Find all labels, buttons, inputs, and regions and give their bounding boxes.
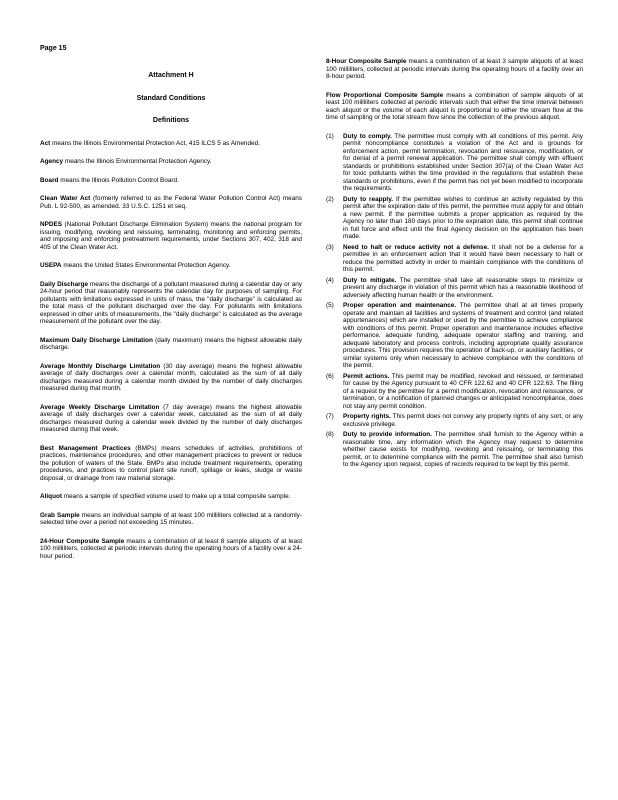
definition-term: Average Weekly Discharge Limitation xyxy=(40,403,160,411)
definition-paragraph xyxy=(326,58,583,81)
page-number: Page 15 xyxy=(40,45,67,52)
condition-text: The permittee shall at all times properly operate and maintain all facilities and systems of treatment and control (and related appurtenances) which are installed or used by the permittee to achieve compliance with conditions of this permit. Proper operation and maintenance includes effective performance, adequate funding, adequate operator staffing and training, and adequate laboratory and process controls, including appropriate quality assurance procedures. This provision requires the operation of back-up, or auxiliary facilities, or similar systems only when necessary to achieve compliance with the conditions of the permit. xyxy=(343,302,584,369)
definitions-heading: Definitions xyxy=(152,117,190,124)
definition-paragraph xyxy=(40,445,302,483)
condition-item xyxy=(326,133,583,193)
definition-term: Average Monthly Discharge Limitation xyxy=(40,362,161,370)
left-definitions-list xyxy=(40,140,302,561)
definition-paragraph xyxy=(40,363,302,393)
definition-text: means the Illinois Environmental Protection Agency. xyxy=(63,158,212,165)
condition-number: (6) xyxy=(326,372,334,380)
condition-text: This permit may be modified, revoked and reissued, or terminated for cause by the Agency pursuant to 40 CFR 122.62 and 40 CFR 122.63. The filing of a request by the permittee for a permit modification, revocation and reissuance, or termination, or a notification of planned changes or anticipated noncompliance, does not stay any permit condition. xyxy=(343,372,583,410)
condition-item xyxy=(326,413,583,428)
condition-number: (2) xyxy=(326,195,334,203)
condition-item xyxy=(326,431,583,469)
definition-text: means a combination of at least 8 sample aliquots of at least 100 milliliters, collected at periodic intervals during the operating hours of a facility over a 24-hour period. xyxy=(40,537,303,560)
condition-title: Duty to provide information. xyxy=(343,431,432,438)
condition-text: This permit does not convey any property rights of any sort, or any exclusive privilege. xyxy=(343,413,583,428)
condition-text: If the permittee wishes to continue an activity regulated by this permit after the expiration date of this permit, the permittee must apply for and obtain a new permit. If the permittee submits a proper application as required by the Agency no later than 180 days prior to the expiration date, this permit shall continue in full force and effect until the final Agency decision on the application has been made. xyxy=(343,195,583,240)
condition-text: The permittee shall take all reasonable steps to minimize or prevent any discharge in violation of this permit which has a reasonable likelihood of adversely affecting human health or the environment. xyxy=(343,276,584,299)
definition-text: means the discharge of a pollutant measured during a calendar day or any 24-hour period that reasonably represents the calendar day for purposes of sampling. For pollutants with limitations expressed in units of mass, the "daily discharge" is calculated as the total mass of the pollutant discharged over the day. For pollutants with limitations expressed in other units of measurements, the "daily discharge" is calculated as the average measurement of the pollutant over the day. xyxy=(40,280,302,325)
definition-paragraph xyxy=(40,512,302,527)
condition-text: The permittee shall furnish to the Agency within a reasonable time, any information which the Agency may request to determine whether cause exists for modifying, revoking and reissuing, or terminating this permit, or to determine compliance with the permit. The permittee shall also furnish to the Agency upon request, copies of records required to be kept by this permit. xyxy=(343,431,583,468)
definition-text: means the United States Environmental Protection Agency. xyxy=(61,262,231,269)
attachment-title: Attachment H xyxy=(148,72,194,79)
definition-paragraph xyxy=(326,92,583,122)
condition-item xyxy=(326,244,583,274)
definition-term: Best Management Practices xyxy=(40,444,131,452)
definition-term: Daily Discharge xyxy=(40,280,89,288)
definition-text: (30 day average) means the highest allowable average of daily discharges over a calendar month, calculated as the sum of all daily discharges measured during a calendar month divided by the number of daily discharges measured during that month. xyxy=(40,362,302,392)
definition-term: Flow Proportional Composite Sample xyxy=(326,91,444,99)
definition-paragraph xyxy=(40,177,302,185)
condition-number: (4) xyxy=(326,276,334,284)
definition-text: (BMPs) means schedules of activities, prohibitions of practices, maintenance procedures, and other management practices to prevent or reduce the pollution of waters of the State. BMPs also include treatment requirements, operating procedures, and practices to control plant site runoff, spillage or leaks, sludge or waste disposal, or drainage from raw material storage. xyxy=(40,444,302,482)
definition-text: means a sample of specified volume used to make up a total composite sample. xyxy=(62,493,291,500)
definition-paragraph xyxy=(40,158,302,166)
condition-item xyxy=(326,373,583,411)
definition-text: means the Illinois Pollution Control Board. xyxy=(58,176,179,184)
condition-title: Proper operation and maintenance. xyxy=(343,302,457,309)
definition-term: Agency xyxy=(40,158,64,165)
definition-term: NPDES xyxy=(40,221,63,228)
definition-text: (7 day average) means the highest allowable average of daily discharges over a calendar week, calculated as the sum of all daily discharges measured during a calendar week divided by the number of daily discharges measured during that week. xyxy=(40,403,302,433)
condition-text: The permittee must comply with all conditions of this permit. Any permit noncompliance constitutes a violation of the Act and is grounds for enforcement action, permit termination, revocation and reissuance, modification, or for denial of a permit renewal application. The permittee shall comply with effluent standards or prohibitions established under Section 307(a) of the Clean Water Act for toxic pollutants within the time provided in the regulations that establish these standards or prohibitions, even if the permit has not yet been modified to incorporate the requirements. xyxy=(343,132,583,192)
definition-term: Clean Water Act xyxy=(40,195,91,202)
condition-number: (7) xyxy=(326,413,334,420)
definition-text: means a combination of sample aliquots of at least 100 milliliters collected at periodic intervals such that either the time interval between each aliquot or the volume of each aliquot is proportional to either the stream flow at the time of sampling or the total stream flow since the collection of the previous aliquot. xyxy=(326,91,583,121)
definition-text: (daily maximum) means the highest allowable daily discharge. xyxy=(40,336,302,351)
condition-number: (3) xyxy=(326,243,334,251)
definition-term: 24-Hour Composite Sample xyxy=(40,537,125,545)
definition-paragraph xyxy=(40,493,302,501)
right-column xyxy=(326,58,583,472)
condition-number: (8) xyxy=(326,431,334,438)
definition-paragraph xyxy=(40,337,302,352)
definition-text: (formerly referred to as the Federal Water Pollution Control Act) means Pub. L 92-500, as amended. 33 U.S.C. 1251 et seq. xyxy=(40,195,302,210)
condition-number: (1) xyxy=(326,132,334,140)
right-definitions-list xyxy=(326,58,583,122)
condition-text: It shall not be a defense for a permittee in an enforcement action that it would have been necessary to halt or reduce the permitted activity in order to maintain compliance with the conditions of this permit. xyxy=(343,243,583,273)
definition-text: means the Illinois Environmental Protection Act, 415 ILCS 5 as Amended. xyxy=(50,139,260,147)
condition-item xyxy=(326,277,583,300)
standard-conditions-title: Standard Conditions xyxy=(136,94,206,102)
definition-term: Act xyxy=(40,139,51,147)
definition-paragraph xyxy=(40,221,302,251)
condition-title: Duty to reapply. xyxy=(343,195,394,203)
definition-paragraph xyxy=(40,281,302,326)
definition-paragraph xyxy=(40,404,302,434)
definition-paragraph xyxy=(40,195,302,210)
condition-title: Permit actions. xyxy=(343,372,390,380)
definition-text: (National Pollutant Discharge Elimination System) means the national program for issuing, modifying, revoking and reissuing, terminating, monitoring and enforcing permits, and imposing and enforcing pretreatment requirements, under Sections 307, 402, 318 and 405 of the Clean Water Act. xyxy=(40,221,302,251)
definition-term: Grab Sample xyxy=(40,511,80,519)
condition-title: Duty to mitigate. xyxy=(343,276,397,284)
definition-paragraph xyxy=(40,538,302,561)
definition-paragraph xyxy=(40,140,302,148)
definition-text: means a combination of at least 3 sample aliquots of at least 100 milliliters, collected at periodic intervals during the operating hours of a facility over an 8-hour period. xyxy=(326,58,583,80)
condition-title: Property rights. xyxy=(343,413,391,420)
definition-term: USEPA xyxy=(40,262,62,269)
definition-term: Maximum Daily Discharge Limitation xyxy=(40,336,153,344)
condition-title: Duty to comply. xyxy=(343,132,392,140)
condition-item xyxy=(326,196,583,241)
definition-text: means an individual sample of at least 100 milliliters collected at a randomly-selected time over a period not exceeding 15 minutes. xyxy=(40,511,302,526)
definition-term: Board xyxy=(40,176,59,184)
condition-title: Need to halt or reduce activity not a defense. xyxy=(343,243,489,251)
conditions-list xyxy=(326,133,583,469)
condition-item xyxy=(326,302,583,370)
definition-paragraph xyxy=(40,262,302,270)
left-column xyxy=(40,72,302,571)
condition-number: (5) xyxy=(326,302,334,309)
definition-term: Aliquot xyxy=(40,493,63,500)
definition-term: 8-Hour Composite Sample xyxy=(326,58,407,65)
